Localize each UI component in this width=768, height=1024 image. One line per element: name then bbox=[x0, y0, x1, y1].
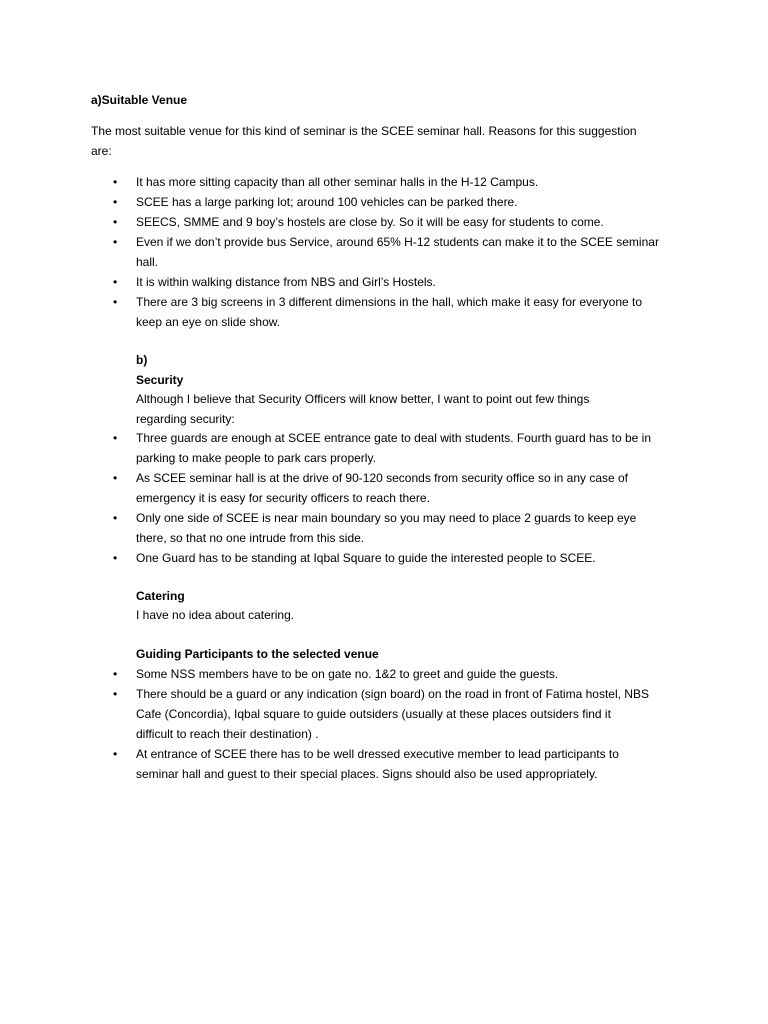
bullet-glyph: • bbox=[113, 195, 118, 209]
bullet-item bbox=[0, 192, 696, 212]
guiding-bullet-list bbox=[0, 664, 768, 784]
bullet-text-line: There should be a guard or any indication (sign board) on the road in front of Fatima hostel, NBS bbox=[136, 687, 649, 701]
bullet-item bbox=[0, 232, 696, 272]
section-b-heading: Security bbox=[136, 373, 184, 387]
bullet-glyph: • bbox=[113, 667, 118, 681]
bullet-text-line: parking to make people to park cars properly. bbox=[136, 451, 376, 465]
bullet-text-line: hall. bbox=[136, 255, 159, 269]
bullet-text-line: Only one side of SCEE is near main boundary so you may need to place 2 guards to keep eye bbox=[136, 511, 637, 525]
bullet-text-line: It is within walking distance from NBS and Girl’s Hostels. bbox=[136, 275, 436, 289]
section-a-bullet-list bbox=[0, 172, 768, 332]
bullet-item bbox=[0, 428, 696, 468]
section-b-intro-line: regarding security: bbox=[136, 412, 235, 426]
bullet-item bbox=[0, 548, 696, 568]
bullet-glyph: • bbox=[113, 275, 118, 289]
section-a-heading: a)Suitable Venue bbox=[91, 93, 188, 107]
bullet-text-line: seminar hall and guest to their special places. Signs should also be used appropriately. bbox=[136, 767, 598, 781]
bullet-item bbox=[0, 468, 696, 508]
bullet-text-line: Cafe (Concordia), Iqbal square to guide outsiders (usually at these places outsiders find it bbox=[136, 707, 611, 721]
bullet-glyph: • bbox=[113, 551, 118, 565]
bullet-text-line: difficult to reach their destination) . bbox=[136, 727, 319, 741]
guiding-heading: Guiding Participants to the selected venue bbox=[136, 647, 379, 661]
bullet-text-line: There are 3 big screens in 3 different dimensions in the hall, which make it easy for everyone to bbox=[136, 295, 643, 309]
bullet-text-line: One Guard has to be standing at Iqbal Square to guide the interested people to SCEE. bbox=[136, 551, 596, 565]
bullet-text-line: It has more sitting capacity than all other seminar halls in the H-12 Campus. bbox=[136, 175, 539, 189]
bullet-glyph: • bbox=[113, 511, 118, 525]
bullet-text-line: SEECS, SMME and 9 boy’s hostels are close by. So it will be easy for students to come. bbox=[136, 215, 604, 229]
bullet-glyph: • bbox=[113, 687, 118, 701]
bullet-glyph: • bbox=[113, 747, 118, 761]
bullet-glyph: • bbox=[113, 431, 118, 445]
bullet-item bbox=[0, 272, 696, 292]
catering-heading: Catering bbox=[136, 589, 185, 603]
bullet-text-line: keep an eye on slide show. bbox=[136, 315, 281, 329]
bullet-glyph: • bbox=[113, 215, 118, 229]
bullet-text-line: emergency it is easy for security officers to reach there. bbox=[136, 491, 430, 505]
bullet-glyph: • bbox=[113, 235, 118, 249]
bullet-item bbox=[0, 684, 696, 744]
bullet-text-line: Three guards are enough at SCEE entrance gate to deal with students. Fourth guard has to be in bbox=[136, 431, 651, 445]
section-b-intro bbox=[136, 389, 589, 429]
section-b-intro-line: Although I believe that Security Officers will know better, I want to point out few things bbox=[136, 392, 590, 406]
bullet-text-line: Some NSS members have to be on gate no. 1&2 to greet and guide the guests. bbox=[136, 667, 559, 681]
bullet-item bbox=[0, 508, 696, 548]
bullet-item bbox=[0, 292, 696, 332]
bullet-glyph: • bbox=[113, 295, 118, 309]
section-b-label: b) bbox=[136, 353, 148, 367]
bullet-text-line: At entrance of SCEE there has to be well dressed executive member to lead participants to bbox=[136, 747, 619, 761]
section-a-intro-line: are: bbox=[91, 144, 112, 158]
bullet-text-line: there, so that no one intrude from this side. bbox=[136, 531, 365, 545]
catering-text: I have no idea about catering. bbox=[136, 608, 295, 622]
bullet-text-line: Even if we don’t provide bus Service, around 65% H-12 students can make it to the SCEE seminar bbox=[136, 235, 659, 249]
section-a-intro-line: The most suitable venue for this kind of seminar is the SCEE seminar hall. Reasons for this suggestion bbox=[91, 124, 637, 138]
bullet-item bbox=[0, 212, 696, 232]
bullet-item bbox=[0, 664, 696, 684]
bullet-text-line: As SCEE seminar hall is at the drive of 90-120 seconds from security office so in any case of bbox=[136, 471, 629, 485]
section-a-intro bbox=[91, 121, 691, 161]
bullet-text-line: SCEE has a large parking lot; around 100 vehicles can be parked there. bbox=[136, 195, 518, 209]
section-b-bullet-list bbox=[0, 428, 768, 568]
bullet-item bbox=[0, 744, 696, 784]
bullet-glyph: • bbox=[113, 175, 118, 189]
bullet-glyph: • bbox=[113, 471, 118, 485]
bullet-item bbox=[0, 172, 696, 192]
